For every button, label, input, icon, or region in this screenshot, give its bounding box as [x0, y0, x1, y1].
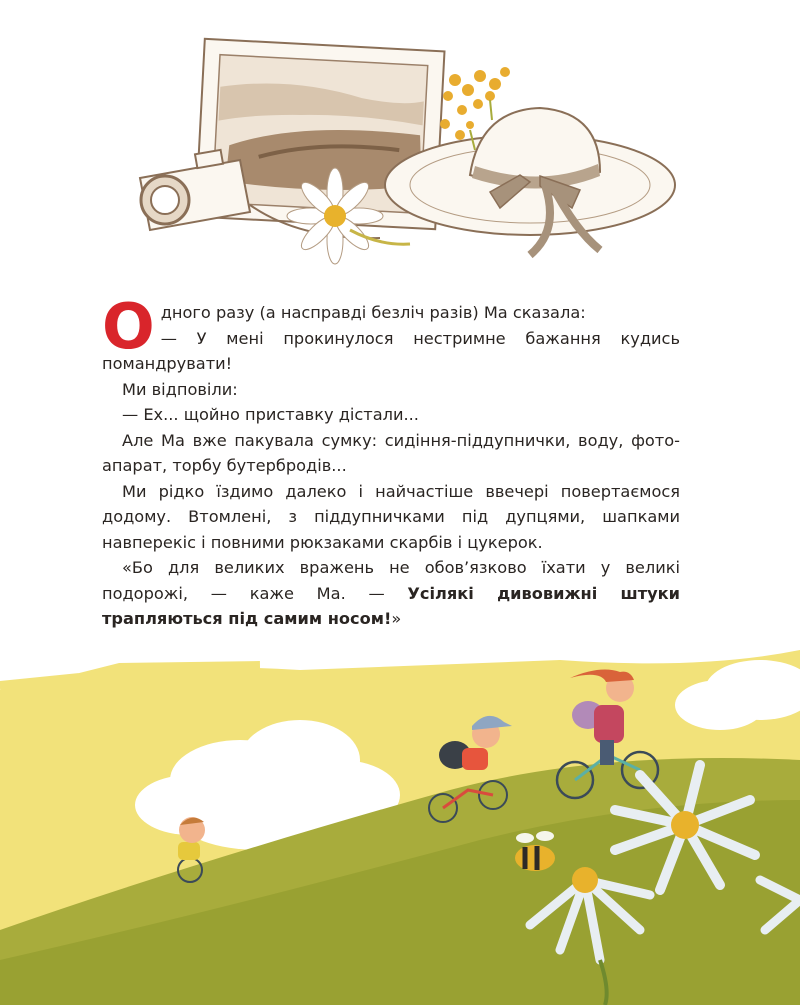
paragraph-2: — У мені прокинулося нестримне бажання кудись помандрувати! — [102, 328, 680, 373]
paragraph-4: — Ех... щойно приставку дістали... — [122, 405, 419, 424]
drop-cap: О — [102, 290, 155, 363]
emphasis-text: Усілякі дивовижні штуки трапляються під самим носом! — [102, 583, 680, 628]
paragraph-3: Ми відповіли: — [122, 379, 238, 399]
story-text — [102, 290, 680, 632]
paragraph-7: «Бо для великих вражень не обов’язково їхати у великі подорожі, — каже Ма. — Усілякі дивовижні штуки трапляються під самим носом!» — [102, 558, 680, 628]
paragraph-6: Ми рідко їздимо далеко і найчастіше ввечері повертаємося додому. Втомлені, з піддупничками під дупцями, шапками навперекіс і повними рюкзаками скарбів і цукерок. — [102, 481, 680, 552]
travel-items-illustration — [0, 0, 800, 285]
family-cycling-illustration — [0, 630, 800, 1005]
paragraph-1: Одного разу (а насправді безліч разів) Ма сказала: — [102, 290, 586, 363]
paragraph-5: Але Ма вже пакувала сумку: сидіння-піддупнички, воду, фото-апарат, торбу бутербродів... — [102, 430, 680, 475]
